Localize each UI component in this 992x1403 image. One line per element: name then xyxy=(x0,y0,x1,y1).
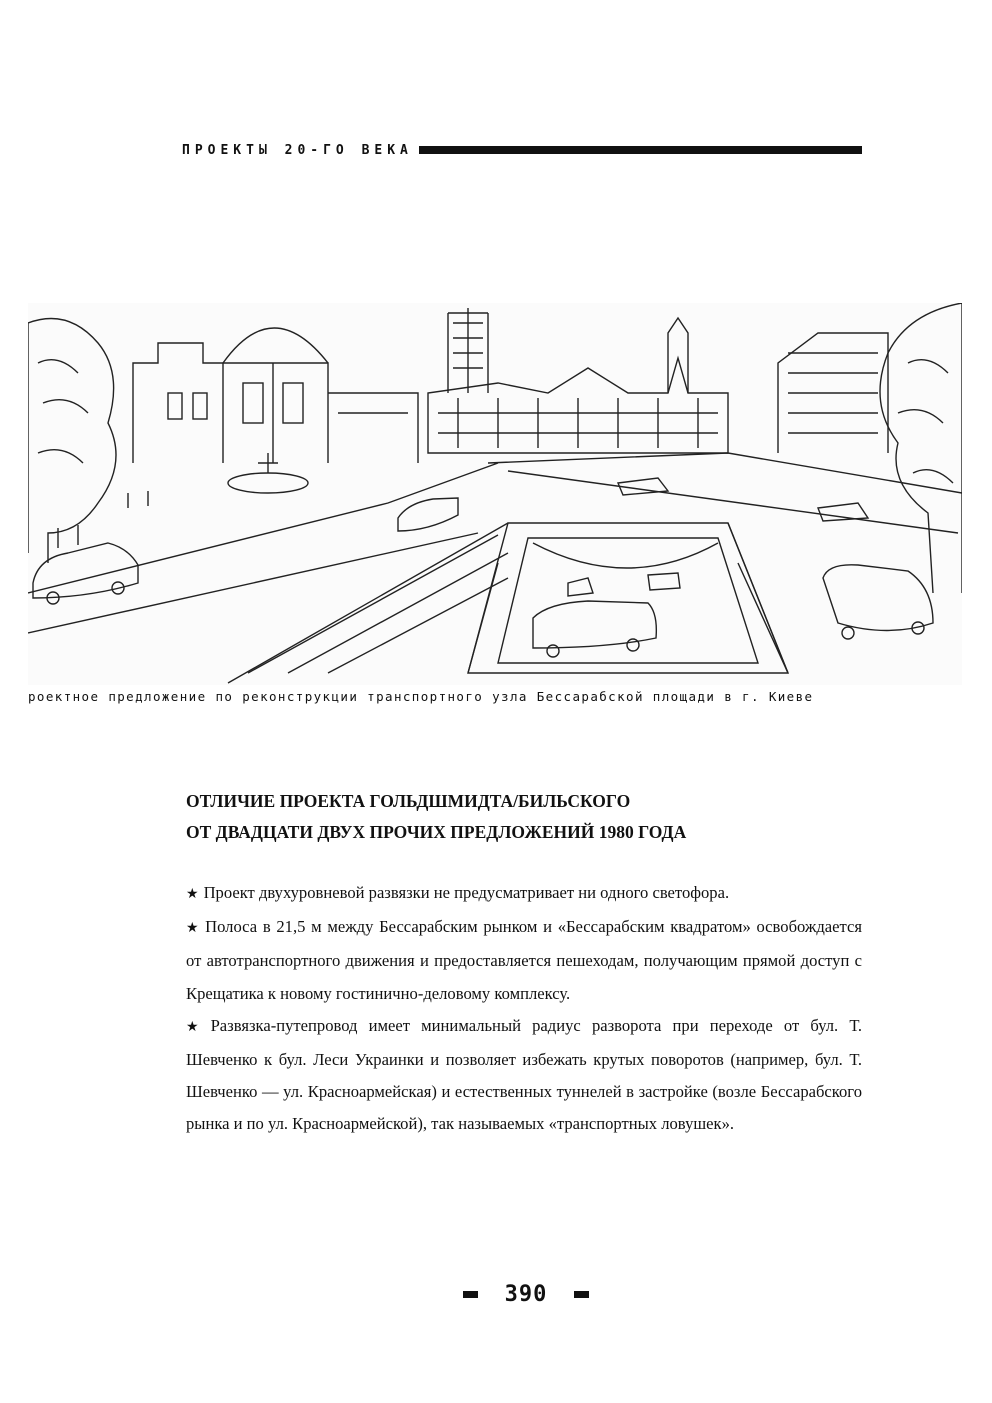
folio-dash-left xyxy=(463,1291,478,1298)
star-icon: ★ xyxy=(186,1019,206,1035)
page-number xyxy=(463,1280,589,1308)
bullet-text: Развязка-путепровод имеет минимальный радиус разворота при переходе от бул. Т. Шевченко к бул. Леси Украинки и позволяет избежать крутых поворотов (например, бул. Т. Шевченко — ул. Красноармейская) и естественных туннелей в застройке (возле Бессарабского рынка и по ул. Красноармейской), так называемых «транспортных ловушек». xyxy=(186,1015,862,1134)
bullet-item xyxy=(186,1010,862,1141)
bullet-item xyxy=(186,877,862,911)
illustration-caption: роектное предложение по реконструкции транспортного узла Бессарабской площади в г. Киеве xyxy=(28,689,814,704)
star-icon: ★ xyxy=(186,887,199,902)
page-number-value: 390 xyxy=(504,1281,548,1307)
section-heading-line-1: ОТЛИЧИЕ ПРОЕКТА ГОЛЬДШМИДТА/БИЛЬСКОГО xyxy=(186,791,631,811)
folio-dash-right xyxy=(574,1291,589,1298)
bullet-text: Проект двухуровневой развязки не предусматривает ни одного светофора. xyxy=(203,883,730,902)
running-head xyxy=(182,140,862,160)
section-heading-line-2: ОТ ДВАДЦАТИ ДВУХ ПРОЧИХ ПРЕДЛОЖЕНИЙ 1980 ГОДА xyxy=(186,822,687,842)
illustration xyxy=(28,303,962,685)
bullet-list xyxy=(186,877,862,1141)
running-head-rule xyxy=(419,146,862,154)
bullet-item xyxy=(186,911,862,1010)
star-icon: ★ xyxy=(186,921,201,937)
street-sketch xyxy=(28,303,962,685)
running-head-title: ПРОЕКТЫ 20-ГО ВЕКА xyxy=(182,142,413,158)
section-heading xyxy=(186,786,886,848)
bullet-text: Полоса в 21,5 м между Бессарабским рынком и «Бессарабским квадратом» освобождается от автотранспортного движения и предоставляется пешеходам, получающим прямой доступ с Крещатика к новому гостинично-деловому комплексу. xyxy=(186,917,862,1003)
